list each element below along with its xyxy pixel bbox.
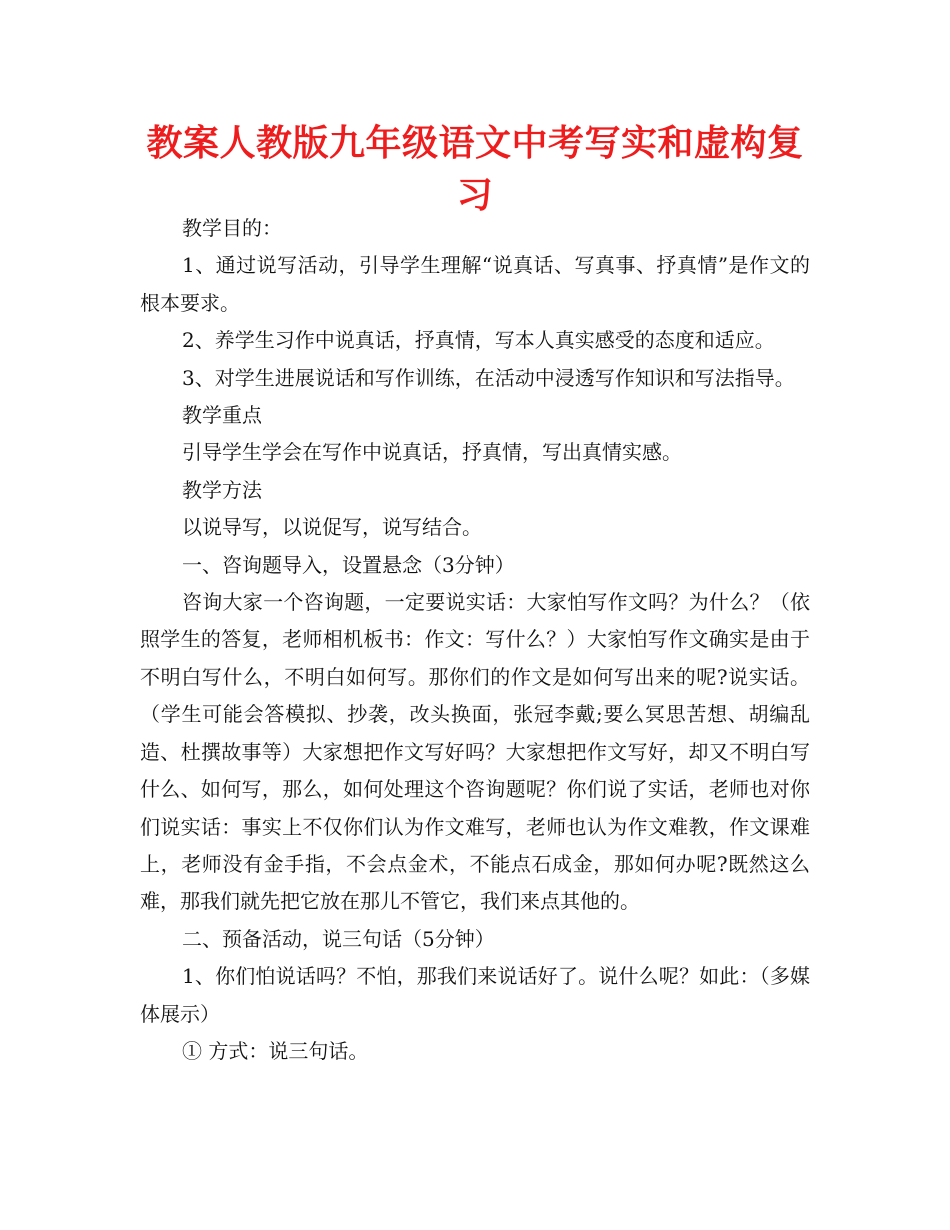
paragraph-section-1-body: 咨询大家一个咨询题，一定要说实话：大家怕写作文吗？为什么？（依照学生的答复，老师相机板书：作文：写什么？）大家怕写作文确实是由于不明白写什么，不明白如何写。那你们的作文是如何写出来的呢?说实话。（学生可能会答模拟、抄袭，改头换面，张冠李戴;要么冥思苦想、胡编乱造、杜撰故事等）大家想把作文写好吗？大家想把作文写好，却又不明白写什么、如何写，那么，如何处理这个咨询题呢？你们说了实话，老师也对你们说实话：事实上不仅你们认为作文难写，老师也认为作文难教，作文课难上，老师没有金手指，不会点金术，不能点石成金，那如何办呢?既然这么难，那我们就先把它放在那儿不管它，我们来点其他的。: [140, 590, 810, 914]
paragraph-section-2-subitem-1: ① 方式：说三句话。: [182, 1038, 369, 1063]
paragraph-section-2-heading: 二、预备活动，说三句话（5分钟）: [182, 926, 495, 951]
paragraph-goal-1: 1、通过说写活动，引导学生理解“说真话、写真事、抒真情”是作文的根本要求。: [140, 253, 810, 315]
paragraph-goal-2: 2、养学生习作中说真话，抒真情，写本人真实感受的态度和适应。: [182, 328, 775, 353]
document-title: 教案人教版九年级语文中考写实和虚构复习: [146, 123, 804, 216]
paragraph-key-points: 引导学生学会在写作中说真话，抒真情，写出真情实感。: [182, 440, 682, 465]
paragraph-section-1-heading: 一、咨询题导入，设置悬念（3分钟）: [182, 552, 515, 577]
paragraph-goal-3: 3、对学生进展说话和写作训练，在活动中浸透写作知识和写法指导。: [182, 365, 795, 390]
paragraph-section-2-item-1: 1、你们怕说话吗？不怕，那我们来说话好了。说什么呢？如此：（多媒体展示）: [140, 964, 810, 1026]
paragraph-methods: 以说导写，以说促写，说写结合。: [182, 515, 482, 540]
paragraph-teaching-goals-heading: 教学目的：: [182, 216, 282, 240]
paragraph-methods-heading: 教学方法: [182, 477, 262, 502]
document-body: [140, 210, 810, 1070]
paragraph-key-points-heading: 教学重点: [182, 403, 262, 428]
